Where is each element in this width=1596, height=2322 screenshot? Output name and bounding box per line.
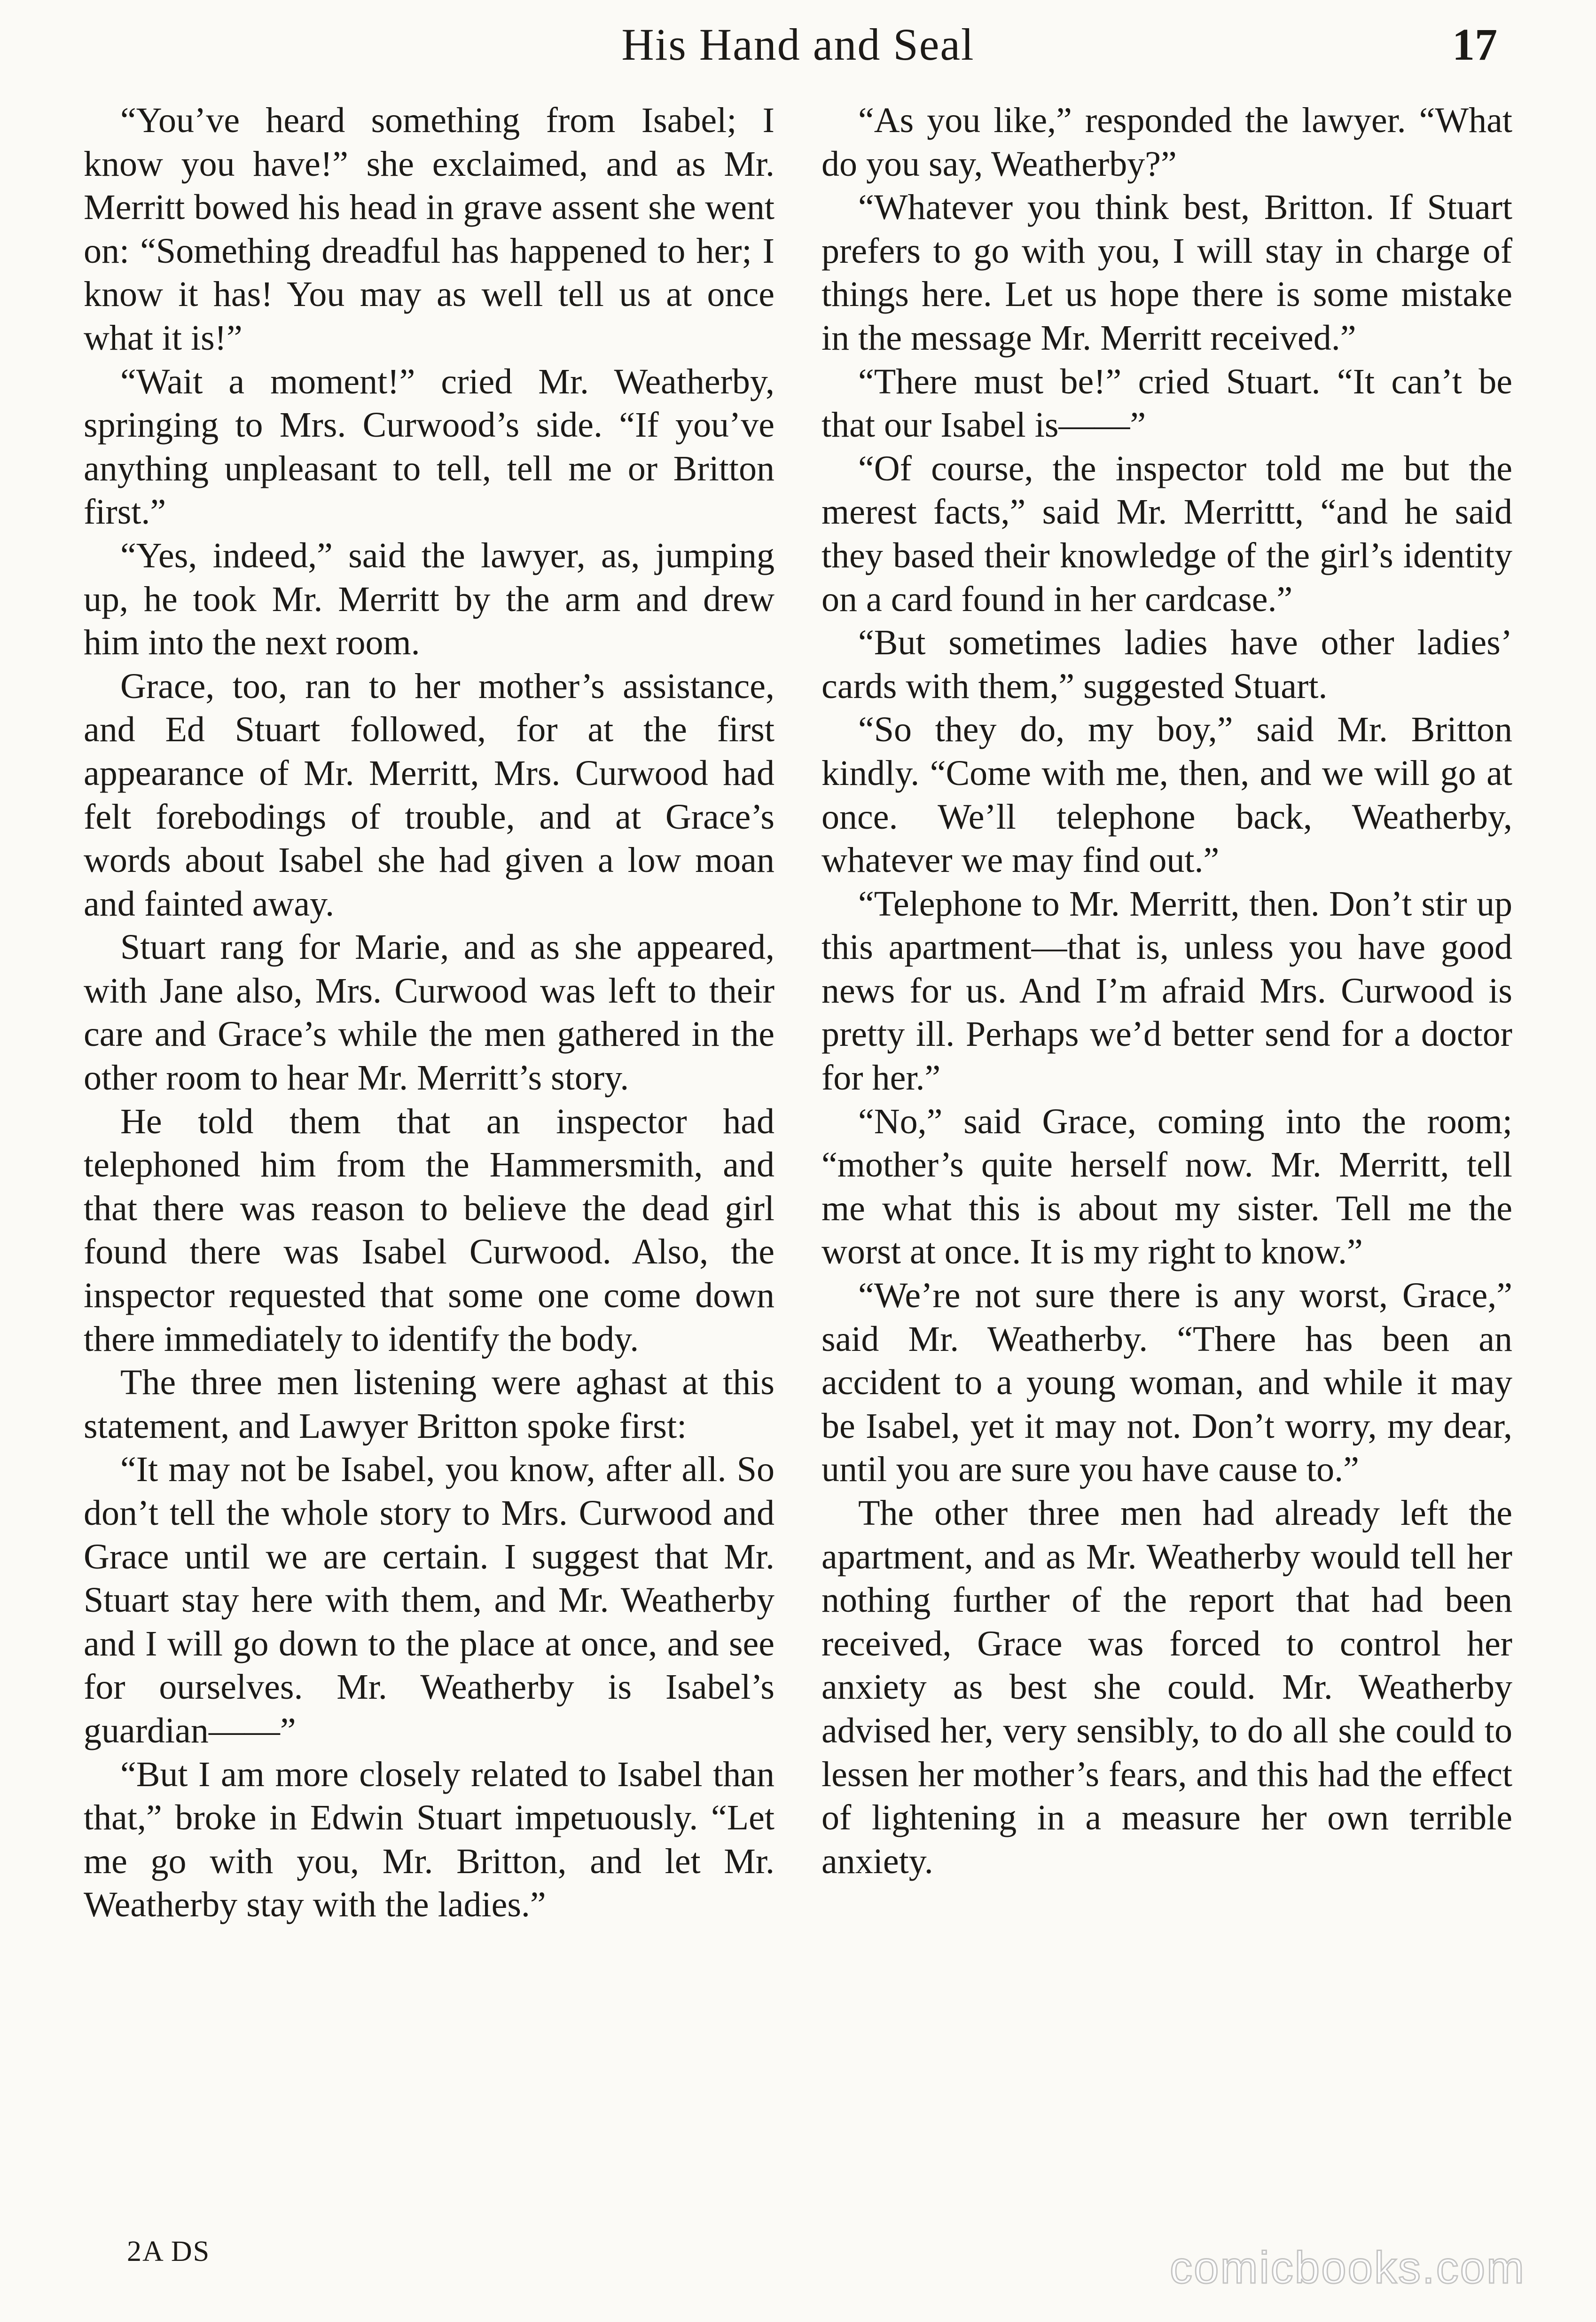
page-number: 17	[1452, 19, 1497, 70]
paragraph: Stuart rang for Marie, and as she appeared, with Jane also, Mrs. Curwood was left to their care and Grace’s while the men gathered in the other room to hear Mr. Merritt’s story.	[84, 927, 775, 1098]
paragraph: “Of course, the inspector told me but the merest facts,” said Mr. Merrittt, “and he said they based their knowledge of the girl’s identity on a card found in her cardcase.”	[821, 448, 1512, 619]
running-title: His Hand and Seal	[621, 19, 975, 70]
paragraph: “There must be!” cried Stuart. “It can’t be that our Isabel is——”	[821, 361, 1512, 445]
paragraph: “So they do, my boy,” said Mr. Britton kindly. “Come with me, then, and we will go at once. We’ll telephone back, Weatherby, whatever we may find out.”	[821, 710, 1512, 880]
paragraph: He told them that an inspector had telephoned him from the Hammersmith, and that there was reason to believe the dead girl found there was Isabel Curwood. Also, the inspector requested that some one come down there immediately to identify the body.	[84, 1101, 775, 1359]
paragraph: “No,” said Grace, coming into the room; “mother’s quite herself now. Mr. Merritt, tell me what this is about my sister. Tell me the worst at once. It is my right to know.”	[821, 1101, 1512, 1272]
paragraph: “Whatever you think best, Britton. If Stuart prefers to go with you, I will stay in charge of things here. Let us hope there is some mistake in the message Mr. Merritt received.”	[821, 188, 1512, 358]
paragraph: “Wait a moment!” cried Mr. Weatherby, springing to Mrs. Curwood’s side. “If you’ve anything unpleasant to tell, tell me or Britton first.”	[84, 361, 775, 532]
paragraph: “We’re not sure there is any worst, Grace,” said Mr. Weatherby. “There has been an accident to a young woman, and while it may be Isabel, yet it may not. Don’t worry, my dear, until you are sure you have cause to.”	[821, 1276, 1512, 1490]
paragraph: “You’ve heard something from Isabel; I know you have!” she exclaimed, and as Mr. Merritt bowed his head in grave assent she went on: “Something dreadful has happened to her; I know it has! You may as well tell us at once what it is!”	[84, 101, 775, 358]
printer-signature-mark: 2A DS	[127, 2236, 211, 2267]
paragraph: “Telephone to Mr. Merritt, then. Don’t stir up this apartment—that is, unless you have good news for us. And I’m afraid Mrs. Curwood is pretty ill. Perhaps we’d better send for a doctor for her.”	[821, 884, 1512, 1098]
paragraph: The other three men had already left the apartment, and as Mr. Weatherby would tell her nothing further of the report that had been received, Grace was forced to control her anxiety as best she could. Mr. Weatherby advised her, very sensibly, to do all she could to lessen her mother’s fears, and this had the effect of lightening in a measure her own terrible anxiety.	[821, 1493, 1512, 1881]
paragraph: “It may not be Isabel, you know, after all. So don’t tell the whole story to Mrs. Curwood and Grace until we are certain. I suggest that Mr. Stuart stay here with them, and Mr. Weatherby and I will go down to the place at once, and see for ourselves. Mr. Weatherby is Isabel’s guardian——”	[84, 1450, 775, 1750]
paragraph: The three men listening were aghast at this statement, and Lawyer Britton spoke first:	[84, 1363, 775, 1446]
paragraph: “But I am more closely related to Isabel than that,” broke in Edwin Stuart impetuously. “Let me go with you, Mr. Britton, and let Mr. Weatherby stay with the ladies.”	[84, 1754, 775, 1925]
text-column-right	[821, 99, 1512, 1883]
page-header	[0, 9, 1596, 80]
paragraph: Grace, too, ran to her mother’s assistance, and Ed Stuart followed, for at the first appearance of Mr. Merritt, Mrs. Curwood had felt forebodings of trouble, and at Grace’s words about Isabel she had given a low moan and fainted away.	[84, 666, 775, 924]
paragraph: “But sometimes ladies have other ladies’ cards with them,” suggested Stuart.	[821, 623, 1512, 706]
watermark: comicbooks.com	[1170, 2243, 1526, 2293]
paragraph: “Yes, indeed,” said the lawyer, as, jumping up, he took Mr. Merritt by the arm and drew him into the next room.	[84, 535, 775, 663]
text-column-left	[84, 99, 775, 1927]
paragraph: “As you like,” responded the lawyer. “What do you say, Weatherby?”	[821, 101, 1512, 184]
